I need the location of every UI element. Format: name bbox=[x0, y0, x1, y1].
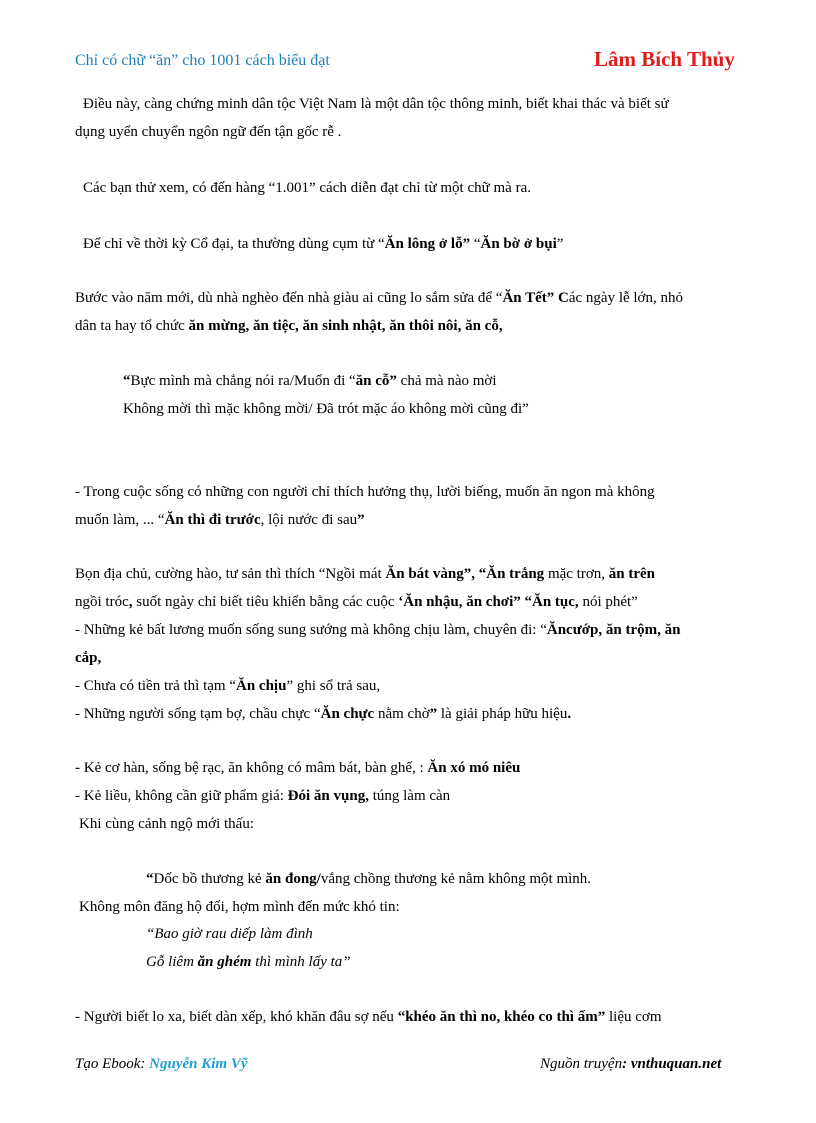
footer-ebook-label: Tạo Ebook bbox=[75, 1056, 141, 1072]
paragraph-14 bbox=[75, 1009, 661, 1026]
p11-bold: Đói ăn vụng, bbox=[287, 788, 369, 804]
p11-text: - Kẻ liều, không cần giữ phẩm giá: bbox=[75, 788, 288, 804]
header-title: Chỉ có chữ “ăn” cho 1001 cách biểu đạt bbox=[75, 52, 330, 69]
v2-open-quote: “ bbox=[146, 871, 154, 887]
p9-text-2: nằm chờ bbox=[374, 706, 430, 722]
p9-bold: Ăn chực bbox=[320, 706, 375, 722]
p7-bold: Ăncướp, ăn trộm, ăn bbox=[546, 622, 681, 638]
footer-source-credit bbox=[540, 1056, 721, 1073]
paragraph-6-line-2 bbox=[75, 594, 638, 611]
p3-close-quote: ” bbox=[556, 236, 564, 252]
header-author: Lâm Bích Thủy bbox=[594, 47, 735, 71]
paragraph-8 bbox=[75, 678, 380, 695]
p5-close-quote: ” bbox=[357, 512, 365, 528]
footer-source-sep: : bbox=[622, 1056, 631, 1072]
v1-text: Bực mình mà chẳng nói ra/Muốn đi “ bbox=[130, 373, 356, 389]
p4-l2-text: dân ta hay tổ chức bbox=[75, 318, 189, 334]
p8-bold: Ăn chịu bbox=[236, 678, 287, 694]
paragraph-4-line-1 bbox=[75, 290, 683, 307]
paragraph-12: Khi cùng cảnh ngộ mới thấu: bbox=[79, 816, 254, 832]
p11-text-2: túng làm càn bbox=[368, 788, 451, 804]
p10-dash: - bbox=[75, 760, 84, 776]
p6-text-2: Ngồi mát bbox=[325, 566, 386, 582]
p3-bold-1: Ăn lông ở lỗ” bbox=[384, 236, 471, 252]
footer-source-label: Nguồn truyện bbox=[540, 1056, 623, 1072]
p9-text: - Những người sống tạm bợ, chầu chực “ bbox=[75, 706, 321, 722]
verse-1-line-1 bbox=[123, 373, 497, 390]
paragraph-1-line-2: dụng uyển chuyển ngôn ngữ đến tận gốc rễ . bbox=[75, 124, 342, 140]
paragraph-1-line-1: Điều này, càng chứng minh dân tộc Việt Nam là một dân tộc thông minh, biết khai thác và biết sử bbox=[83, 96, 669, 112]
v3-text-2: thì mình lấy ta” bbox=[251, 954, 351, 970]
p6-l2-comma: , bbox=[128, 594, 133, 610]
paragraph-3 bbox=[83, 236, 563, 253]
p6-l2-text: ngồi tróc bbox=[75, 594, 129, 610]
p4-bold: Ăn Tết” C bbox=[502, 290, 569, 306]
p6-bold-2: ăn trên bbox=[608, 566, 656, 582]
paragraph-6-line-1 bbox=[75, 566, 655, 583]
p9-text-3: là giải pháp hữu hiệu bbox=[437, 706, 568, 722]
footer-ebook-name: Nguyễn Kim Vỹ bbox=[149, 1056, 248, 1072]
paragraph-10 bbox=[75, 760, 520, 777]
v3-bold: ăn ghém bbox=[197, 954, 252, 970]
verse-3-line-1: “Bao giờ rau diếp làm đình bbox=[146, 926, 313, 942]
p14-bold: “khéo ăn thì no, khéo co thì ấm” bbox=[397, 1009, 606, 1025]
paragraph-4-line-2 bbox=[75, 318, 503, 335]
paragraph-11 bbox=[75, 788, 450, 805]
p9-close-quote: ” bbox=[429, 706, 438, 722]
p5-bold: Ăn thì đi trước bbox=[164, 512, 261, 528]
p6-l2-bold: ‘Ăn nhậu, ăn chơi” “Ăn tục, bbox=[398, 594, 579, 610]
p9-period: . bbox=[567, 706, 572, 722]
paragraph-5-line-2 bbox=[75, 512, 365, 529]
paragraph-9 bbox=[75, 706, 571, 723]
verse-3-line-2 bbox=[146, 954, 351, 971]
p5-text-2: , lội nước đi sau bbox=[260, 512, 358, 528]
p3-bold-2: Ăn bờ ở bụi bbox=[480, 236, 557, 252]
p6-bold: Ăn bát vàng”, “Ăn trắng bbox=[385, 566, 545, 582]
v1-open-quote: “ bbox=[123, 373, 131, 389]
p6-text-3: mặc trơn, bbox=[544, 566, 609, 582]
p6-l2-text-2: suốt ngày chỉ biết tiêu khiển bằng các cuộc bbox=[132, 594, 399, 610]
p5-text: muốn làm, ... “ bbox=[75, 512, 165, 528]
p7-text: - Những kẻ bất lương muốn sống sung sướng mà không chịu làm, chuyên đi: “ bbox=[75, 622, 547, 638]
v2-text-2: vắng chồng thương kẻ nằm không một mình. bbox=[320, 871, 592, 887]
paragraph-7-line-1 bbox=[75, 622, 680, 639]
p3-quote: “ bbox=[470, 236, 481, 252]
p4-l2-bold: ăn mừng, ăn tiệc, ăn sinh nhật, ăn thôi nôi, ăn cỗ, bbox=[188, 318, 503, 334]
p6-text: Bọn địa chủ, cường hào, tư sản thì thích “ bbox=[75, 566, 326, 582]
v1-text-2: chả mà nào mời bbox=[396, 373, 497, 389]
paragraph-13: Không môn đăng hộ đối, hợm mình đến mức khó tin: bbox=[79, 899, 400, 915]
v2-text: Dốc bồ thương kẻ bbox=[153, 871, 266, 887]
verse-2 bbox=[146, 871, 591, 888]
p14-text: - Người biết lo xa, biết dàn xếp, khó khăn đâu sợ nếu bbox=[75, 1009, 398, 1025]
p4-text: Bước vào năm mới, dù nhà nghèo đến nhà giàu ai cũng lo sắm sửa để “ bbox=[75, 290, 503, 306]
v1-bold: ăn cỗ” bbox=[355, 373, 397, 389]
footer-ebook-credit bbox=[75, 1056, 248, 1073]
v3-text: Gỗ liêm bbox=[146, 954, 198, 970]
p4-text-2: ác ngày lễ lớn, nhỏ bbox=[568, 290, 683, 306]
paragraph-5-line-1: - Trong cuộc sống có những con người chỉ thích hưởng thụ, lười biếng, muốn ăn ngon mà không bbox=[75, 484, 655, 500]
verse-1-line-2: Không mời thì mặc không mời/ Đã trót mặc áo không mời cũng đi” bbox=[123, 401, 529, 417]
p10-bold: Ăn xó mó niêu bbox=[427, 760, 521, 776]
footer-ebook-sep: : bbox=[140, 1056, 150, 1072]
v2-bold: ăn đong/ bbox=[265, 871, 321, 887]
p8-text: - Chưa có tiền trả thì tạm “ bbox=[75, 678, 236, 694]
paragraph-2: Các bạn thử xem, có đến hàng “1.001” cách diễn đạt chỉ từ một chữ mà ra. bbox=[83, 180, 531, 196]
footer-source-site: vnthuquan.net bbox=[630, 1056, 722, 1072]
p14-text-2: liệu cơm bbox=[605, 1009, 662, 1025]
p6-l2-text-3: nói phét” bbox=[578, 594, 638, 610]
p8-text-2: ” ghi sổ trả sau, bbox=[286, 678, 381, 694]
p3-text: Để chỉ về thời kỳ Cổ đại, ta thường dùng cụm từ “ bbox=[83, 236, 385, 252]
paragraph-7-line-2: cắp, bbox=[75, 650, 102, 666]
p10-text: Kẻ cơ hàn, sống bệ rạc, ăn không có mâm bát, bàn ghế, : bbox=[83, 760, 428, 776]
